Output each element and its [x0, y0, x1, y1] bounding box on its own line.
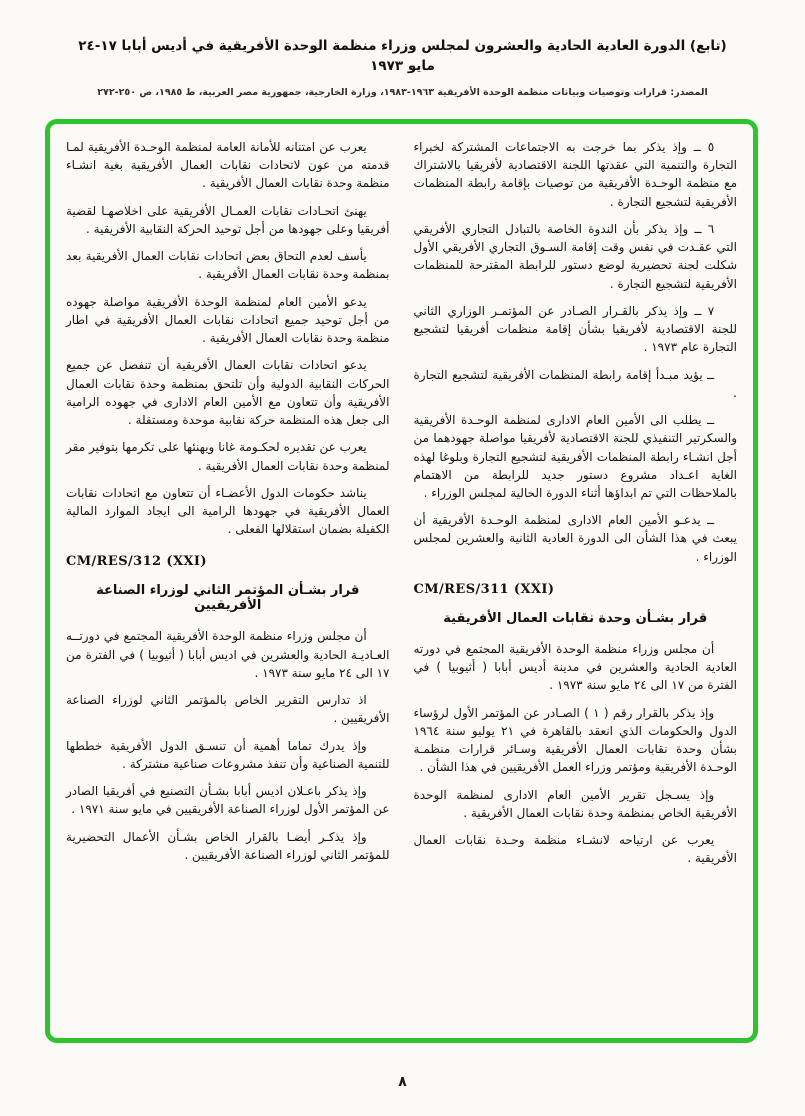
resolution-paragraph: يعرب عن تقديره لحكـومة غانا ويهنئها على تكرمها بتوفير مقر لمنظمة وحدة نقابات العمال الأفريقية . — [66, 440, 390, 473]
resolution-paragraph: يعرب عن ارتياحه لانشـاء منظمة وحـدة نقابات العمال الأفريقية . — [413, 833, 737, 866]
resolution-paragraph: ٥ ــ وإذ يذكر بما خرجت به الاجتماعات المشتركة لخبراء التجارة والتنمية التي عقدتها اللجنة الاقتصادية لأفريقيا بالاشتراك مع منظمة الوحـدة الأفريقية من توصيات بإقامة رابطة المنظمات الأفريقية لتشجيع التجارة . — [413, 140, 737, 209]
source-citation: المصدر: قرارات وتوصيات وبيانات منظمة الوحدة الأفريقية ١٩٦٣-١٩٨٣، وزارة الخارجية، جمهورية مصر العربية، ط ١٩٨٥، ص ٢٥٠-٢٧٢ — [97, 86, 708, 98]
resolution-paragraph: ــ يطلب الى الأمين العام الادارى لمنظمة الوحـدة الأفريقية والسكرتير التنفيذي للجنة الاقتصادية لأفريقيا مواصلة جهودهما من أجل انشـاء رابطة المنظمات الأفريقية لتشجيع التجارة وبلوغا لهذه الغاية اعـداد مشروع دستور جديد للرابطة من الاهتمام بالملاحظات التي تم ابداؤها أثناء الدورة الحالية لمجلس الوزراء . — [413, 413, 737, 500]
resolution-paragraph: أن مجلس وزراء منظمة الوحدة الأفريقية المجتمع في دورته العادية الحادية والعشرين في مدينة أديس أبابا ( أثيوبيا ) في الفترة من ١٧ الى ٢٤ مايو سنة ١٩٧٣ . — [413, 641, 737, 693]
resolution-paragraph: وإذ يذكر بالقرار رقم ( ١ ) الصـادر عن المؤتمر الأول لرؤساء الدول والحكومات الذي انعقد بالقاهرة في ٢١ يوليو سنة ١٩٦٤ بشأن وحدة نقابات العمال الأفريقية وسـائر قرارات منظمـة الوحـدة الأفريقية ومؤتمر وزراء العمل الأفريقيين في هذا الشأن . — [413, 705, 737, 775]
document-header — [0, 0, 805, 99]
two-column-layout — [66, 138, 737, 1028]
resolution-paragraph: يناشد حكومات الدول الأعضـاء أن تتعاون مع اتحادات نقابات العمال الأفريقية في جهودها الرامية الى ايجاد الموارد المالية الكفيلة بضمان استقلالها الفعلى . — [66, 485, 390, 537]
resolution-paragraph: وإذ يدرك تماما أهمية أن تنسـق الدول الأفريقية خططها للتنمية الصناعية وأن تنفذ مشروعات صناعية مشتركة . — [66, 738, 390, 771]
resolution-paragraph: وإذ يذكـر أيضـا بالقرار الخاص بشـأن الأعمال التحضيرية للمؤتمر الثاني لوزراء الصناعة الأفريقيين . — [66, 829, 390, 862]
page-number: ٨ — [398, 1074, 407, 1090]
resolution-title: قرار بشـأن وحدة نقابات العمال الأفريقية — [443, 610, 708, 626]
right-column — [414, 138, 738, 1028]
resolution-paragraph: وإذ يسـجل تقرير الأمين العام الادارى لمنظمة الوحدة الأفريقية الخاص بمنظمة وحدة نقابات العمال الأفريقية . — [413, 787, 737, 820]
resolution-paragraph: أن مجلس وزراء منظمة الوحدة الأفريقية المجتمع في دورتــه العـاديـة الحادية والعشرين في اديس أبابا ( أثيوبيا ) في الفترة من ١٧ الى ٢٤ مايو سنة ١٩٧٣ . — [66, 629, 390, 680]
resolution-paragraph: ــ يؤيد مبـدأ إقامة رابطة المنظمات الأفريقية لتشجيع التجارة . — [413, 367, 737, 400]
resolution-code: CM/RES/311 (XXI) — [413, 581, 555, 597]
resolution-paragraph: اذ تدارس التقرير الخاص بالمؤتمر الثاني لوزراء الصناعة الأفريقيين . — [66, 693, 390, 726]
resolution-paragraph: ــ يدعـو الأمين العام الادارى لمنظمة الوحـدة الأفريقية أن يبعث في هذا الشأن الى الدورة العادية الثانية والعشرين لمجلس الوزراء . — [413, 513, 737, 564]
resolution-paragraph: يعرب عن امتنانه للأمانة العامة لمنظمة الوحـدة الأفريقية لمـا قدمته من عون لاتحادات نقابات العمال الأفريقية بغية انشـاء منظمة وحدة نقابات العمال الأفريقية . — [66, 140, 390, 191]
resolution-paragraph: يدعو الأمين العام لمنظمة الوحدة الأفريقية مواصلة جهوده من أجل توحيد جميع اتحادات نقابات العمال الأفريقية في اطار منظمة وحدة نقابات العمال الأفريقية . — [66, 294, 390, 346]
resolution-paragraph: يدعو اتحادات نقابات العمال الأفريقية أن تنفصل عن جميع الحركات النقابية الدولية وأن تلتحق بمنظمة وحدة نقابات العمال الأفريقية وأن تتعاون مع الأمين العام الادارى في جهوده الرامية الى جعل هذه المنظمة حركة نقابية موحدة ومستقلة . — [66, 358, 390, 428]
session-title: (تابع) الدورة العادية الحادية والعشرون لمجلس وزراء منظمة الوحدة الأفريقية في أديس أبابا ١٧-٢٤ مايو ١٩٧٣ — [78, 38, 727, 75]
resolution-paragraph: ٦ ــ وإذ يذكر بأن الندوة الخاصة بالتبادل التجاري الأفريقي التي عقـدت في نفس وقت إقامة السـوق التجاري الأفريقي الأول شكلت لجنة تحضيرية لوضع دستور للرابطة المقترحة للمنظمات الأفريقية لتشجيع التجارة . — [413, 221, 737, 291]
resolution-code: CM/RES/312 (XXI) — [66, 554, 207, 570]
resolution-paragraph: يهنئ اتحـادات نقابات العمـال الأفريقية على اخلاصهـا لقضية أفريقيا وعلى جهودها من أجل توحيد الحركة النقابية الأفريقية . — [66, 203, 390, 236]
highlight-border — [45, 119, 758, 1043]
resolution-paragraph: ٧ ــ وإذ يذكر بالقـرار الصـادر عن المؤتمـر الوزاري الثاني للجنة الاقتصادية لأفريقيا بشأن إقامة منظمات أفريقيا لتشجيع التجارة عام ١٩٧٣ . — [413, 303, 737, 355]
resolution-paragraph: وإذ يذكر باعـلان اديس أبابا بشـأن التصنيع في أفريقيا الصادر عن المؤتمر الأول لوزراء الصناعة الأفريقيين في مايو سنة ١٩٧١ . — [66, 784, 390, 817]
resolution-title: قرار بشـأن المؤتمر الثاني لوزراء الصناعة الأفريقيين — [96, 583, 360, 614]
resolution-paragraph: يأسف لعدم التحاق بعض اتحادات نقابات العمال الأفريقية بعد بمنظمة وحدة نقابات العمال الأفريقية . — [66, 249, 390, 282]
left-column — [66, 138, 390, 1028]
